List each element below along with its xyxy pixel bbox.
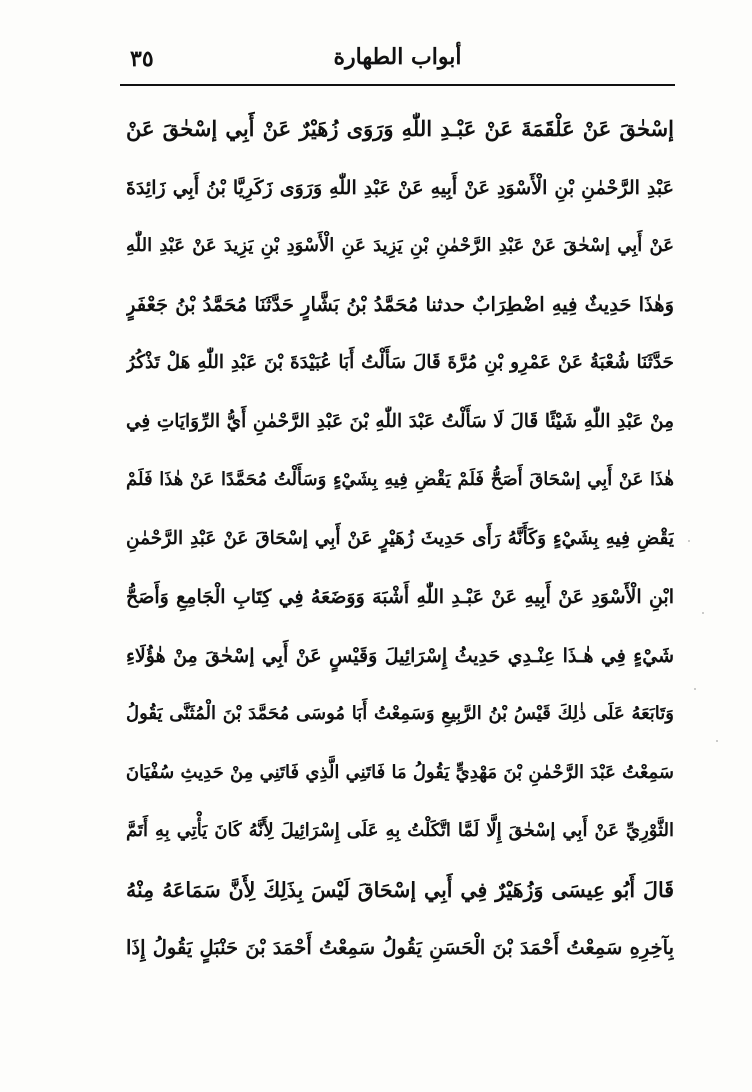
text-line: هٰذَا عَنْ أَبِي إسْحَاقَ أَصَحُّ فَلَمْ يَقْضِ فِيهِ بِشَيْءٍ وَسَأَلْتُ مُحَمَّدًا عَنْ هٰذَا فَلَمْ (126, 469, 674, 490)
scan-speckle (688, 540, 690, 542)
text-line: عَبْدِ الرَّحْمٰنِ بْنِ الْأَسْوَدِ عَنْ أَبِيهِ عَنْ عَبْدِ اللّٰهِ وَرَوَى زَكَرِيَّا بْنُ أَبِي زَائِدَةَ (126, 176, 674, 199)
text-line: حَدَّثَنَا شُعْبَةُ عَنْ عَمْرِو بْنِ مُرَّةَ قَالَ سَأَلْتُ أَبَا عُبَيْدَةَ بْنَ عَبْدِ اللّٰهِ هَلْ تَذْكُرُ (126, 352, 674, 373)
text-line: عَنْ أَبِي إسْحٰقَ عَنْ عَبْدِ الرَّحْمٰنِ بْنِ يَزِيدَ عَنِ الْأَسْوَدِ بْنِ يَزِيدَ عَنْ عَبْدِ اللّٰهِ (126, 235, 674, 256)
text-line: يَقْضِ فِيهِ بِشَيْءٍ وَكَأَنَّهُ رَأَى حَدِيثَ زُهَيْرٍ عَنْ أَبِي إسْحَاقَ عَنْ عَبْدِ الرَّحْمٰنِ (126, 527, 674, 549)
body-text (126, 100, 674, 978)
scan-speckle (702, 612, 704, 614)
page-number: ٣٥ (130, 46, 154, 72)
text-line: الثَّوْرِيِّ عَنْ أَبِي إسْحٰقَ إِلَّا لَمَّا اتَّكَلْتُ بِهِ عَلَى إِسْرَائِيلَ لِأَنَّهُ كَانَ يَأْتِي بِهِ أَتَمَّ (126, 820, 674, 841)
text-line: وَتَابَعَهُ عَلَى ذٰلِكَ قَيْسُ بْنُ الرَّبِيعِ وَسَمِعْتُ أَبَا مُوسَى مُحَمَّدَ بْنَ الْمُثَنَّى يَقُولُ (126, 703, 674, 724)
text-line: شَيْءٍ فِي هٰـذَا عِنْـدِي حَدِيثُ إِسْرَائِيلَ وَقَيْسٍ عَنْ أَبِي إسْحٰقَ مِنْ هٰؤُلَاءِ (126, 644, 674, 667)
text-line: إسْحٰقَ عَنْ عَلْقَمَةَ عَنْ عَبْـدِ اللّٰهِ وَرَوَى زُهَيْرٌ عَنْ أَبِي إسْحٰقَ عَنْ (126, 116, 674, 141)
page-header (120, 40, 675, 84)
text-line: مِنْ عَبْدِ اللّٰهِ شَيْئًا قَالَ لَا سَأَلْتُ عَبْدَ اللّٰهِ بْنَ عَبْدِ الرَّحْمٰنِ أَيُّ الرِّوَايَاتِ فِي (126, 410, 674, 432)
text-line: بِآخِرِهِ سَمِعْتُ أَحْمَدَ بْنَ الْحَسَنِ يَقُولُ سَمِعْتُ أَحْمَدَ بْنَ حَنْبَلٍ يَقُولُ إِذَا (126, 936, 674, 959)
text-line: قَالَ أَبُو عِيسَى وَزُهَيْرٌ فِي أَبِي إسْحَاقَ لَيْسَ بِذَلِكَ لِأَنَّ سَمَاعَهُ مِنْهُ (126, 877, 674, 902)
text-line: ابْنِ الْأَسْوَدِ عَنْ أَبِيهِ عَنْ عَبْـدِ اللّٰهِ أَشْبَهَ وَوَضَعَهُ فِي كِتَابِ الْجَامِعِ وَأَصَحُّ (126, 586, 674, 608)
scan-speckle (716, 740, 718, 742)
text-line: سَمِعْتُ عَبْدَ الرَّحْمٰنِ بْنَ مَهْدِيٍّ يَقُولُ مَا فَاتَنِي الَّذِي فَاتَنِي مِنْ حَدِيثِ سُفْيَانَ (126, 761, 674, 783)
header-rule (120, 84, 675, 86)
scan-speckle (694, 688, 696, 690)
page-title: أبواب الطهارة (333, 44, 462, 70)
text-line: وَهٰذَا حَدِيثٌ فِيهِ اضْطِرَابٌ حدثنا مُحَمَّدُ بْنُ بَشَّارٍ حَدَّثَنَا مُحَمَّدُ بْنُ جَعْفَرٍ (126, 292, 674, 316)
